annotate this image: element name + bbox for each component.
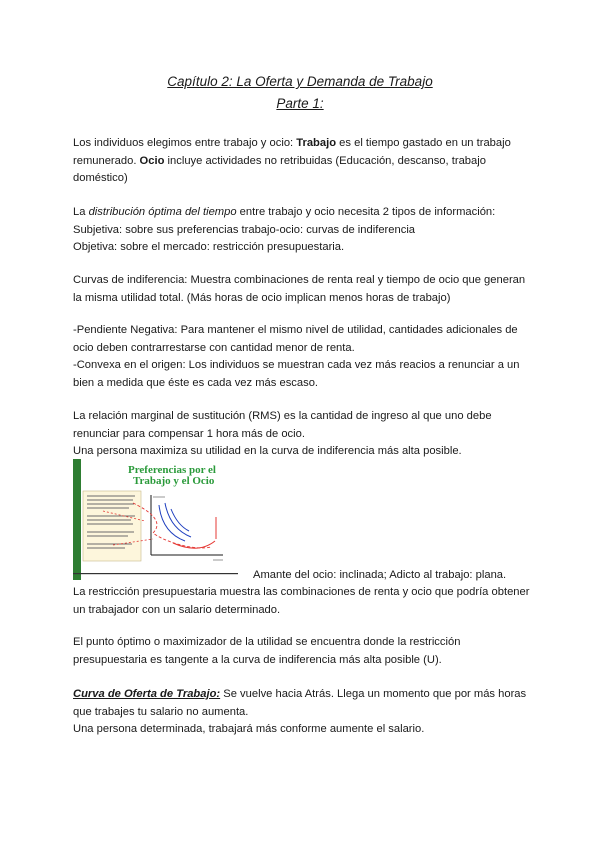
paragraph-trabajo-ocio: Los individuos elegimos entre trabajo y ocio: Trabajo es el tiempo gastado en un trabajo remunerado. Ocio incluye actividades no retribuidas (Educación, descanso, trabajo doméstico) [73,137,511,184]
figure-title-line2: Trabajo y el Ocio [133,475,215,487]
paragraph-punto-optimo: El punto óptimo o maximizador de la utilidad se encuentra donde la restricción presupuestaria es tangente a la curva de indiferencia más alta posible (U). [73,636,461,666]
page-subtitle: Parte 1: [276,96,324,111]
paragraph-curvas-indiferencia: Curvas de indiferencia: Muestra combinaciones de renta real y tiempo de ocio que generan la misma utilidad total. (Más horas de ocio implican menos horas de trabajo) [73,274,526,304]
figure-title-line1: Preferencias por el [128,464,216,476]
paragraph-pendiente-convexa: -Pendiente Negativa: Para mantener el mismo nivel de utilidad, cantidades adicionales de ocio deben contrarrestarse con cantidad menor de renta. -Convexa en el origen: Los individuos se muestran cada vez más reacios a renunciar a un bien a medida que éste es cada vez más escaso. [73,324,520,389]
figure-underline [73,573,238,574]
preferences-figure [73,459,238,580]
figure-caption: Amante del ocio: inclinada; Adicto al trabajo: plana. [253,569,507,581]
page-title: Capítulo 2: La Oferta y Demanda de Trabajo [167,74,433,89]
preferences-figure-graphic [73,459,238,580]
section-heading-oferta: Curva de Oferta de Trabajo: [73,688,221,700]
paragraph-distribucion: La distribución óptima del tiempo entre trabajo y ocio necesita 2 tipos de información: Subjetiva: sobre sus preferencias trabajo-ocio: curvas de indiferencia Objetiva: sobre el mercado: restricción presupuestaria. [73,206,496,253]
paragraph-oferta-trabajo: Curva de Oferta de Trabajo: Se vuelve hacia Atrás. Llega un momento que por más horas que trabajes tu salario no aumenta. Una persona determinada, trabajará más conforme aumente el salario. [73,688,527,735]
figure-green-bar [73,459,81,580]
figure-text-panel [83,491,141,561]
paragraph-restriccion: La restricción presupuestaria muestra las combinaciones de renta y ocio que podría obtener un trabajador con un salario determinado. [73,586,530,616]
paragraph-rms: La relación marginal de sustitución (RMS) es la cantidad de ingreso al que uno debe renunciar para compensar 1 hora más de ocio. Una persona maximiza su utilidad en la curva de indiferencia más alta posible. [73,410,492,457]
